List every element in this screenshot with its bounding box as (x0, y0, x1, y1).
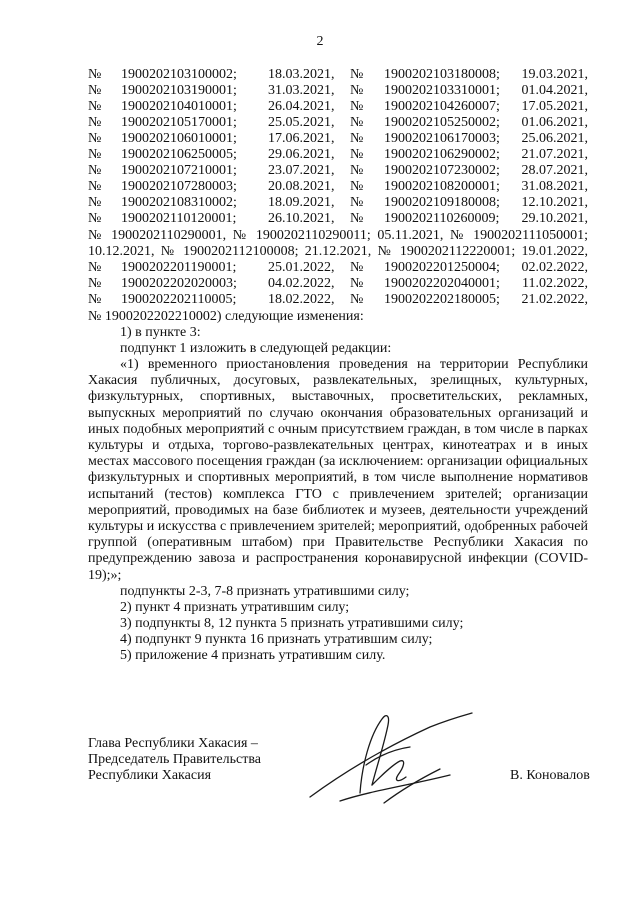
list-cell: № (350, 131, 364, 146)
list-cell: № (88, 131, 102, 146)
list-cell: 23.07.2021, (268, 163, 335, 178)
list-cell: № (350, 211, 364, 226)
list-cell: 18.02.2022, (268, 292, 335, 307)
list-cell: 1900202107230002; (384, 163, 500, 178)
item-list-0: подпункты 2-3, 7-8 признать утратившими силу; (120, 584, 410, 599)
list-cell: № (350, 83, 364, 98)
list-cell: 1900202103180008; (384, 67, 500, 82)
list-cell: № (88, 67, 102, 82)
list-cell: 25.06.2021, (521, 131, 588, 146)
item-list-4: 5) приложение 4 признать утратившим силу. (120, 648, 386, 663)
list-row (88, 260, 588, 276)
list-cell: 1900202202040001; (384, 276, 500, 291)
list-cell: № (350, 276, 364, 291)
continuation-line-2: 10.12.2021, № 1900202112100008; 21.12.2021, № 1900202112220001; 19.01.2022, (88, 244, 588, 259)
list-cell: № (350, 67, 364, 82)
handwritten-signature (300, 705, 480, 815)
list-cell: 1900202106010001; (121, 131, 237, 146)
list-cell: 1900202110260009; (384, 211, 500, 226)
list-row (88, 276, 588, 292)
list-cell: 1900202104260007; (384, 99, 500, 114)
list-cell: № (350, 99, 364, 114)
list-cell: 1900202202180005; (384, 292, 500, 307)
list-cell: 19.03.2021, (521, 67, 588, 82)
list-row (88, 115, 588, 131)
signatory-title-1: Глава Республики Хакасия – (88, 736, 258, 751)
list-cell: 1900202108200001; (384, 179, 500, 194)
list-cell: № (350, 179, 364, 194)
list-cell: № (88, 260, 102, 275)
list-cell: 18.09.2021, (268, 195, 335, 210)
list-cell: № (88, 83, 102, 98)
item-list-2: 3) подпункты 8, 12 пункта 5 признать утратившими силу; (120, 616, 464, 631)
subitem-1: подпункт 1 изложить в следующей редакции: (120, 341, 392, 356)
list-cell: 25.01.2022, (268, 260, 335, 275)
list-cell: 1900202103310001; (384, 83, 500, 98)
list-cell: 31.08.2021, (521, 179, 588, 194)
list-cell: 01.04.2021, (521, 83, 588, 98)
list-cell: 1900202201250004; (384, 260, 500, 275)
list-cell: № (350, 292, 364, 307)
list-cell: № (88, 115, 102, 130)
list-cell: 1900202201190001; (121, 260, 237, 275)
list-row (88, 99, 588, 115)
list-cell: 26.10.2021, (268, 211, 335, 226)
list-cell: 1900202202020003; (121, 276, 237, 291)
list-cell: № (88, 147, 102, 162)
list-cell: 12.10.2021, (521, 195, 588, 210)
item-list-3: 4) подпункт 9 пункта 16 признать утратившим силу; (120, 632, 433, 647)
list-cell: 21.02.2022, (521, 292, 588, 307)
list-row (88, 147, 588, 163)
list-cell: 18.03.2021, (268, 67, 335, 82)
list-cell: 25.05.2021, (268, 115, 335, 130)
list-cell: № (88, 276, 102, 291)
list-row (88, 83, 588, 99)
list-row (88, 179, 588, 195)
changes-intro: № 1900202202210002) следующие изменения: (88, 309, 364, 324)
list-cell: 01.06.2021, (521, 115, 588, 130)
list-cell: № (88, 163, 102, 178)
list-cell: № (350, 260, 364, 275)
page-number: 2 (316, 34, 324, 49)
list-cell: 1900202106290002; (384, 147, 500, 162)
list-cell: 1900202103190001; (121, 83, 237, 98)
list-row (88, 195, 588, 211)
list-row (88, 163, 588, 179)
list-cell: 04.02.2022, (268, 276, 335, 291)
list-cell: 1900202105250002; (384, 115, 500, 130)
list-cell: 1900202108310002; (121, 195, 237, 210)
list-cell: 17.06.2021, (268, 131, 335, 146)
list-cell: 20.08.2021, (268, 179, 335, 194)
list-cell: № (88, 211, 102, 226)
list-cell: 1900202107280003; (121, 179, 237, 194)
list-cell: № (350, 115, 364, 130)
quoted-subitem-text: «1) временного приостановления проведения на территории Республики Хакасия публичных, досуговых, развлекательных, зрелищных, культурных, физкультурных, спортивных, выставочных, просветительских, рекламных, выпускных мероприятий по случаю окончания образовательных организаций и иных подобных мероприятий с очным присутствием граждан, в том числе в парках культуры и отдыха, торгово-развлекательных центрах, кинотеатрах и в иных местах массового посещения граждан (за исключением: организации официальных физкультурных и спортивных мероприятий, в том числе выполнение нормативов испытаний (тестов) комплекса ГТО с привлечением зрителей; организации мероприятий, проводимых на базе библиотек и музеев, деятельности учреждений культуры и искусства с привлечением зрителей; мероприятий, одобренных рабочей группой (оперативным штабом) при Правительстве Республики Хакасия по предупреждению завоза и распространения коронавирусной инфекции (COVID-19);»; (88, 357, 588, 583)
item-list-1: 2) пункт 4 признать утратившим силу; (120, 600, 350, 615)
continuation-line-1: № 1900202110290001, № 1900202110290011; 05.11.2021, № 1900202111050001; (88, 228, 588, 243)
list-row (88, 67, 588, 83)
list-cell: 1900202202110005; (121, 292, 237, 307)
list-row (88, 292, 588, 308)
list-cell: № (88, 292, 102, 307)
list-cell: 1900202107210001; (121, 163, 237, 178)
signatory-title-3: Республики Хакасия (88, 768, 212, 783)
list-cell: 28.07.2021, (521, 163, 588, 178)
list-cell: 17.05.2021, (521, 99, 588, 114)
list-row (88, 131, 588, 147)
list-cell: 02.02.2022, (521, 260, 588, 275)
list-cell: 1900202109180008; (384, 195, 500, 210)
list-cell: 11.02.2022, (522, 276, 588, 291)
list-cell: 1900202106170003; (384, 131, 500, 146)
list-cell: 26.04.2021, (268, 99, 335, 114)
list-cell: 1900202104010001; (121, 99, 237, 114)
list-cell: 29.10.2021, (521, 211, 588, 226)
list-row (88, 211, 588, 227)
list-cell: 1900202110120001; (121, 211, 237, 226)
list-cell: 1900202105170001; (121, 115, 237, 130)
list-cell: 1900202103100002; (121, 67, 237, 82)
list-cell: 1900202106250005; (121, 147, 237, 162)
list-cell: 21.07.2021, (521, 147, 588, 162)
list-cell: № (88, 179, 102, 194)
signatory-title-2: Председатель Правительства (88, 752, 261, 767)
list-cell: № (350, 147, 364, 162)
list-cell: 31.03.2021, (268, 83, 335, 98)
list-cell: № (350, 163, 364, 178)
signatory-name: В. Коновалов (510, 768, 590, 783)
list-cell: № (88, 195, 102, 210)
list-cell: № (88, 99, 102, 114)
list-cell: 29.06.2021, (268, 147, 335, 162)
list-cell: № (350, 195, 364, 210)
item-1: 1) в пункте 3: (120, 325, 201, 340)
